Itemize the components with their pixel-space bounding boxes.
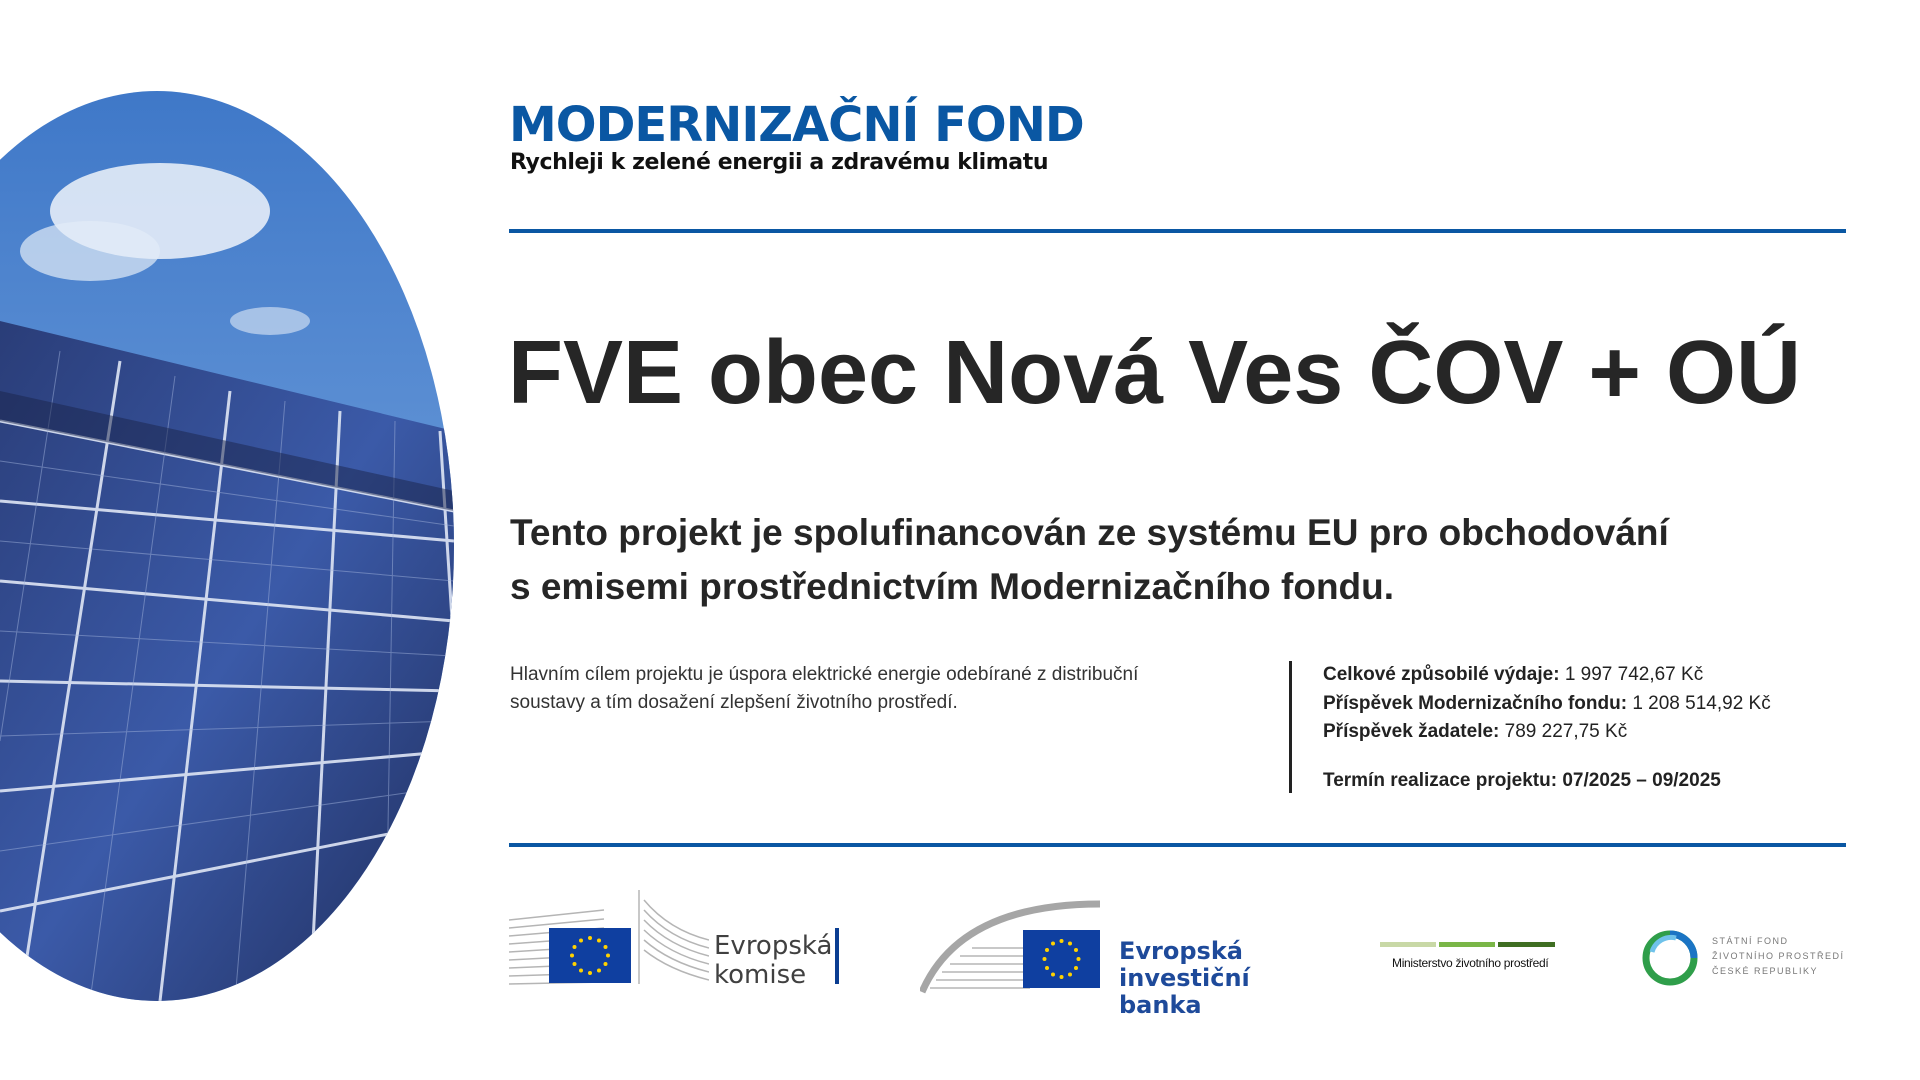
sfzp-label [1712,934,1845,979]
solar-panel-image [0,91,454,1001]
project-term-row [1323,767,1771,796]
applicant-contribution-value: 789 227,75 Kč [1504,721,1628,742]
fund-contribution-row [1323,690,1771,719]
ec-label-line-1: Evropská [714,931,833,961]
fund-contribution-value: 1 208 514,92 Kč [1632,692,1771,714]
total-expenses-label: Celkové způsobilé výdaje: [1323,664,1560,685]
financials-divider [1289,661,1292,793]
mzp-label: Ministerstvo životního prostředí [1392,956,1549,970]
project-goal: Hlavním cílem projektu je úspora elektrické energie odebírané z distribuční soustavy a tím dosažení zlepšení životního prostředí. [510,664,1139,713]
fund-contribution-label: Příspěvek Modernizačního fondu: [1323,692,1628,714]
cofinancing-line-1: Tento projekt je spolufinancován ze systému EU pro obchodování [510,512,1669,553]
total-expenses-value: 1 997 742,67 Kč [1564,664,1704,685]
cofinancing-statement [510,506,1669,614]
ministry-environment-logo [1380,942,1555,978]
ec-building-icon [509,890,709,990]
top-divider [509,229,1846,233]
sfzp-label-line-2: ŽIVOTNÍHO PROSTŘEDÍ [1712,951,1845,961]
ec-label-line-2: komise [714,960,807,990]
eib-label-line-1: Evropská [1119,937,1243,965]
ec-label [714,932,832,990]
financials-block [1323,661,1771,795]
project-term-label: Termín realizace projektu: [1323,769,1558,791]
european-commission-logo [509,890,844,990]
eib-label [1119,938,1300,1019]
modernization-fund-slogan: Rychleji k zelené energii a zdravému klimatu [510,150,1049,175]
total-expenses-row [1323,661,1771,690]
solar-panel-photo [0,91,454,1001]
project-title: FVE obec Nová Ves ČOV + OÚ [508,323,1801,423]
project-term-value: 07/2025 – 09/2025 [1562,769,1721,791]
bottom-divider [509,843,1846,847]
eib-arch-icon [920,896,1120,996]
ec-accent-bar [835,928,839,984]
eib-label-line-2: investiční banka [1119,964,1250,1019]
cofinancing-line-2: s emisemi prostřednictvím Modernizačního fondu. [510,566,1395,607]
mzp-color-bars-icon [1380,942,1555,947]
eib-logo [920,896,1300,1019]
applicant-contribution-row [1323,718,1771,747]
applicant-contribution-label: Příspěvek žadatele: [1323,721,1500,742]
sfzp-label-line-1: STÁTNÍ FOND [1712,936,1789,946]
sfzp-swirl-icon [1640,926,1702,988]
state-environmental-fund-logo [1640,926,1850,988]
modernization-fund-title: MODERNIZAČNÍ FOND [509,97,1084,153]
sfzp-label-line-3: ČESKÉ REPUBLIKY [1712,966,1819,976]
